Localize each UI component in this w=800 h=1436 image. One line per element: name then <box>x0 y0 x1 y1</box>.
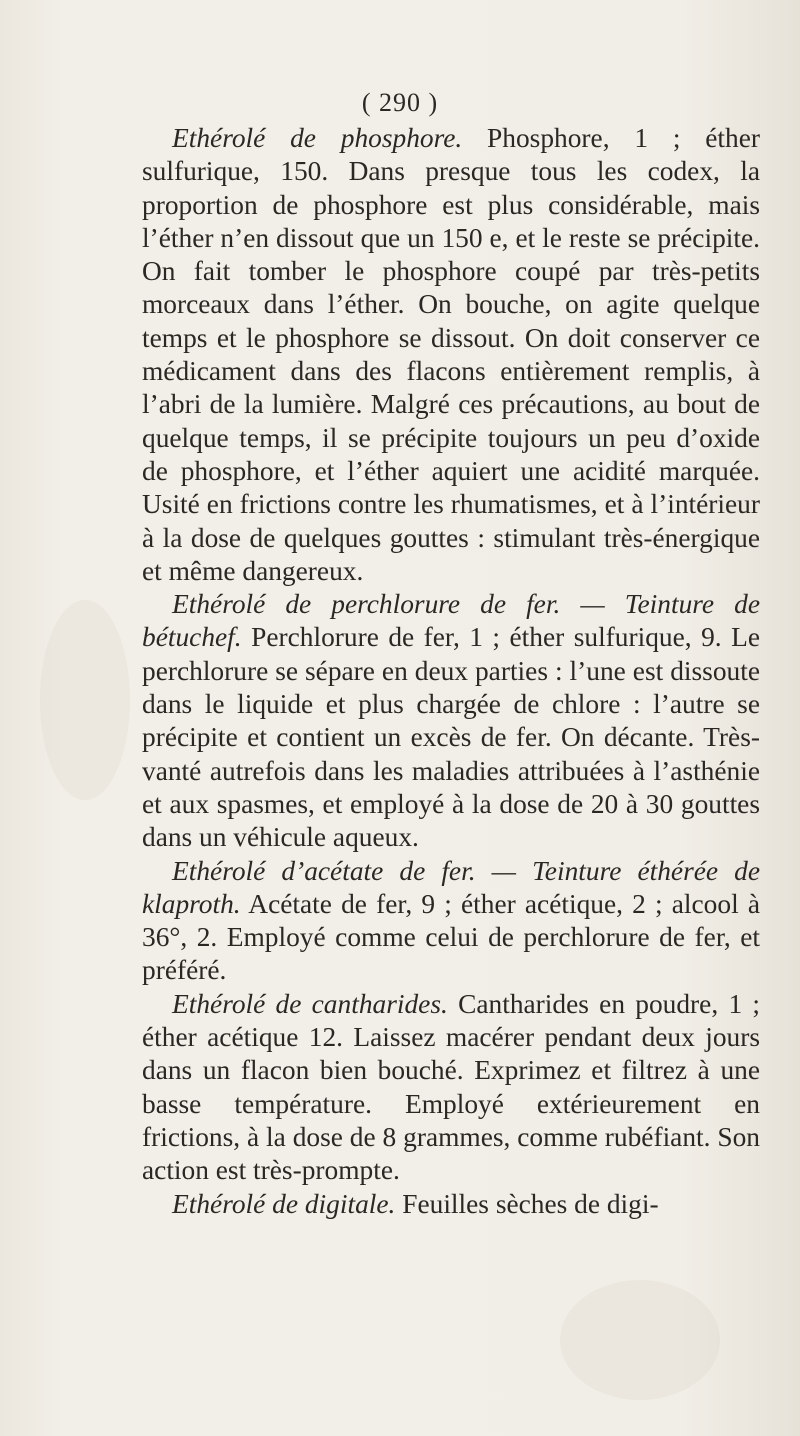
entry-title: Ethérolé de perchlorure de fer. — Teinture de bétuchef. <box>142 589 760 653</box>
paragraph <box>142 1188 760 1221</box>
entry-title: Ethérolé d’acétate de fer. — Teinture éthérée de klaproth. <box>142 855 760 919</box>
entry-body: Feuilles sèches de digi- <box>395 1188 659 1219</box>
entry-title: Ethérolé de digitale. <box>172 1188 396 1219</box>
paragraph <box>142 122 760 588</box>
page-text <box>142 122 760 1221</box>
page-number: ( 290 ) <box>361 88 439 117</box>
paragraph <box>142 588 760 854</box>
paper-stain <box>40 600 130 800</box>
paragraph <box>142 855 760 988</box>
entry-title: Ethérolé de cantharides. <box>172 988 448 1019</box>
entry-body: Perchlorure de fer, 1 ; éther sulfurique, 9. Le perchlorure se sépare en deux parties : l’une est dissoute dans le liquide et plus chargée de chlore : l’autre se précipite et contient un excès de fer. On décante. Très-vanté autrefois dans les maladies attribuées à l’asthénie et aux spasmes, et employé à la dose de 20 à 30 gouttes dans un véhicule aqueux. <box>142 622 760 853</box>
paragraph <box>142 988 760 1188</box>
entry-body: Phosphore, 1 ; éther sulfurique, 150. Dans presque tous les codex, la proportion de phosphore est plus considérable, mais l’éther n’en dissout que un 150 e, et le reste se précipite. On fait tomber le phosphore coupé par très-petits morceaux dans l’éther. On bouche, on agite quelque temps et le phosphore se dissout. On doit conserver ce médicament dans des flacons entièrement remplis, à l’abri de la lumière. Malgré ces précautions, au bout de quelque temps, il se précipite toujours un peu d’oxide de phosphore, et l’éther aquiert une acidité marquée. Usité en frictions contre les rhumatismes, et à l’intérieur à la dose de quelques gouttes : stimulant très-énergique et même dangereux. <box>142 123 761 586</box>
entry-body: Cantharides en poudre, 1 ; éther acétique 12. Laissez macérer pendant deux jours dans un flacon bien bouché. Exprimez et filtrez à une basse température. Employé extérieurement en frictions, à la dose de 8 grammes, comme rubéfiant. Son action est très-prompte. <box>142 988 760 1186</box>
entry-body: Acétate de fer, 9 ; éther acétique, 2 ; alcool à 36°, 2. Employé comme celui de perchlorure de fer, et préféré. <box>142 888 760 986</box>
entry-title: Ethérolé de phosphore. <box>172 123 463 153</box>
paper-stain <box>560 1280 720 1400</box>
